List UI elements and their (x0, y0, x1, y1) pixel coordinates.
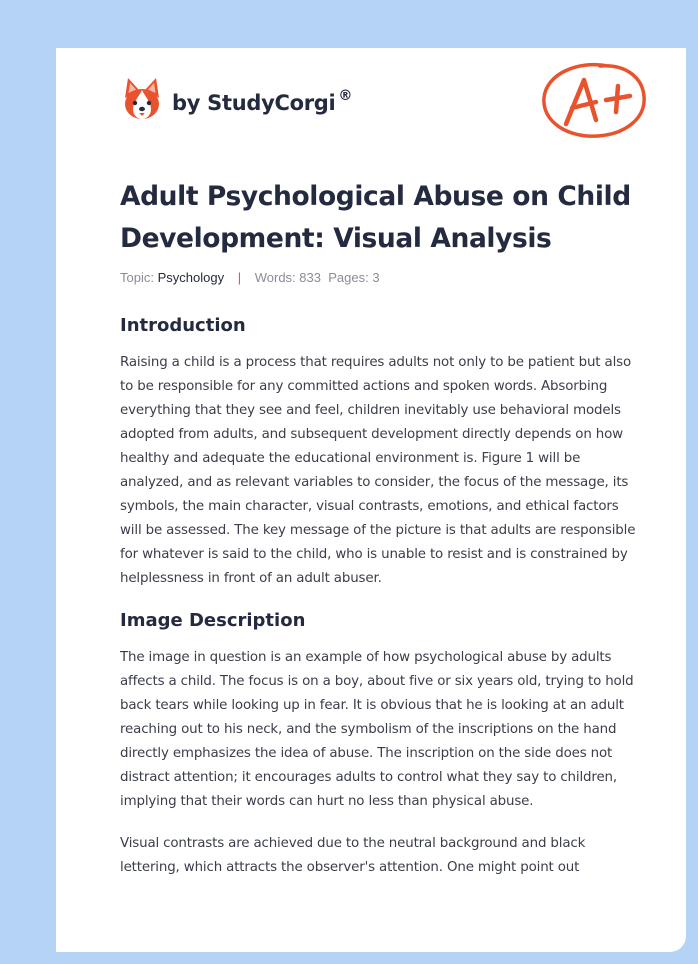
registered-mark: ® (338, 88, 353, 104)
document-title: Adult Psychological Abuse on Child Development: Visual Analysis (120, 181, 631, 254)
section-heading-introduction: Introduction (120, 315, 246, 336)
a-plus-grade-icon (538, 58, 650, 142)
section-heading-image-description: Image Description (120, 610, 306, 631)
brand-name-text: by StudyCorgi (172, 91, 336, 115)
words-label: Words: (254, 270, 296, 285)
document-page (56, 48, 686, 952)
pages-label: Pages: (328, 270, 369, 285)
topic-label: Topic: (120, 270, 154, 285)
topic-link[interactable]: Psychology (157, 270, 225, 285)
meta-separator: | (237, 270, 242, 285)
image-description-paragraph-1: The image in question is an example of how psychological abuse by adults affects a child. The focus is on a boy, about five or six years old, trying to hold back tears while looking up in fear. It is obvious that he is looking at an adult reaching out to his neck, and the symbolism of the inscriptions on the hand directly emphasizes the idea of abuse. The inscription on the side does not distract attention; it encourages adults to control what they say to children, implying that their words can hurt no less than physical abuse. (120, 650, 634, 809)
brand-name (172, 88, 353, 115)
pages-count: 3 (372, 270, 380, 285)
document-content (120, 176, 638, 880)
image-description-paragraph-2: Visual contrasts are achieved due to the neutral background and black lettering, which attracts the observer's attention. One might point out (120, 836, 586, 875)
introduction-paragraph: Raising a child is a process that requires adults not only to be patient but also to be responsible for any committed actions and spoken words. Absorbing everything that they see and feel, children inevitably use behavioral models adopted from adults, and subsequent development directly depends on how healthy and adequate the educational environment is. Figure 1 will be analyzed, and as relevant variables to consider, the focus of the message, its symbols, the main character, visual contrasts, emotions, and ethical factors will be assessed. The key message of the picture is that adults are responsible for whatever is said to the child, who is unable to resist and is constrained by helplessness in front of an adult abuser. (120, 355, 636, 586)
words-count: 833 (299, 270, 321, 285)
document-meta (120, 270, 638, 288)
studycorgi-logo[interactable] (122, 76, 352, 122)
corgi-logo-icon (122, 76, 162, 122)
